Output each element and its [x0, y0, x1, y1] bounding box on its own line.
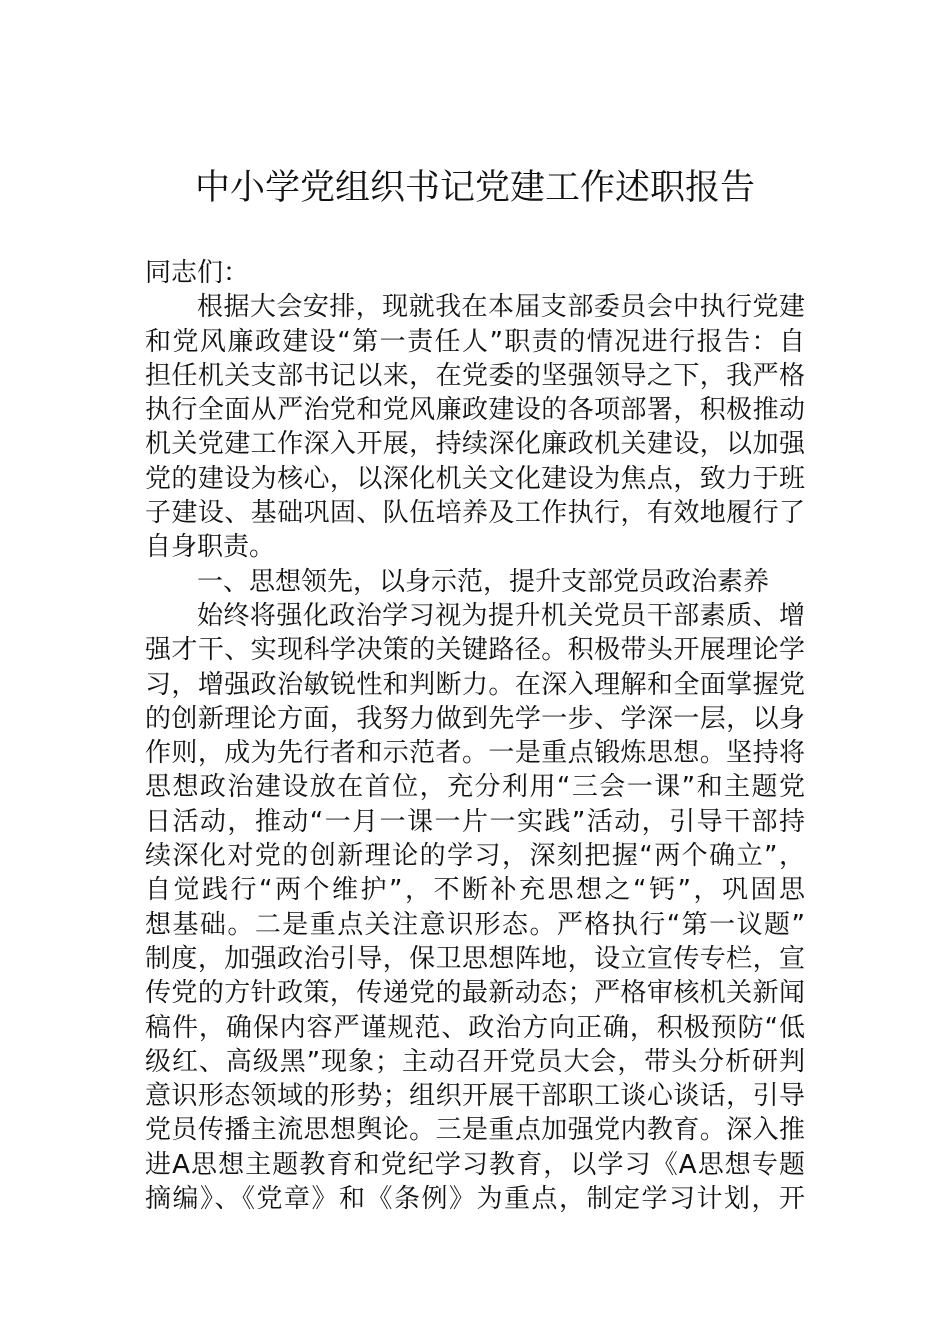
paragraph-line: 党的建设为核心，以深化机关文化建设为焦点，致力于班 [145, 463, 805, 494]
paragraph-line: 续深化对党的创新理论的学习，深刻把握“两个确立”， [145, 841, 805, 872]
paragraph-line: 始终将强化政治学习视为提升机关党员干部素质、增 [197, 600, 805, 631]
paragraph-line: 日活动，推动“一月一课一片一实践”活动，引导干部持 [145, 806, 805, 837]
paragraph-line: 意识形态领域的形势；组织开展干部职工谈心谈话，引导 [145, 1081, 805, 1112]
paragraph-line: 级红、高级黑”现象；主动召开党员大会，带头分析研判 [145, 1046, 805, 1077]
paragraph-line: 习，增强政治敏锐性和判断力。在深入理解和全面掌握党 [145, 669, 805, 700]
paragraph-line: 子建设、基础巩固、队伍培养及工作执行，有效地履行了 [145, 498, 805, 529]
paragraph-line: 进A思想主题教育和党纪学习教育，以学习《A思想专题 [145, 1149, 805, 1180]
paragraph-line: 稿件，确保内容严谨规范、政治方向正确，积极预防“低 [145, 1012, 805, 1043]
paragraph-line: 执行全面从严治党和党风廉政建设的各项部署，积极推动 [145, 395, 805, 426]
paragraph-line: 自身职责。 [145, 532, 276, 563]
paragraph-line: 传党的方针政策，传递党的最新动态；严格审核机关新闻 [145, 978, 805, 1009]
paragraph-line: 强才干、实现科学决策的关键路径。积极带头开展理论学 [145, 635, 805, 666]
paragraph-line: 思想政治建设放在首位，充分利用“三会一课”和主题党 [145, 772, 805, 803]
paragraph-line: 担任机关支部书记以来，在党委的坚强领导之下，我严格 [145, 360, 805, 391]
section-heading: 一、思想领先，以身示范，提升支部党员政治素养 [197, 566, 770, 597]
paragraph-line: 摘编》、《党章》和《条例》为重点，制定学习计划，开 [145, 1184, 805, 1215]
paragraph-line: 根据大会安排，现就我在本届支部委员会中执行党建 [197, 292, 805, 323]
salutation-line: 同志们： [145, 258, 250, 288]
paragraph-line: 自觉践行“两个维护”，不断补充思想之“钙”，巩固思 [145, 875, 805, 906]
paragraph-line: 想基础。二是重点关注意识形态。严格执行“第一议题” [145, 909, 805, 940]
paragraph-line: 的创新理论方面，我努力做到先学一步、学深一层，以身 [145, 703, 805, 734]
document-title: 中小学党组织书记党建工作述职报告 [194, 168, 755, 208]
document-body [145, 256, 805, 1216]
paragraph-line: 作则，成为先行者和示范者。一是重点锻炼思想。坚持将 [145, 738, 805, 769]
paragraph-line: 党员传播主流思想舆论。三是重点加强党内教育。深入推 [145, 1115, 805, 1146]
paragraph-line: 和党风廉政建设“第一责任人”职责的情况进行报告：自 [145, 326, 805, 357]
paragraph-line: 制度，加强政治引导，保卫思想阵地，设立宣传专栏，宣 [145, 943, 805, 974]
paragraph-line: 机关党建工作深入开展，持续深化廉政机关建设，以加强 [145, 429, 805, 460]
